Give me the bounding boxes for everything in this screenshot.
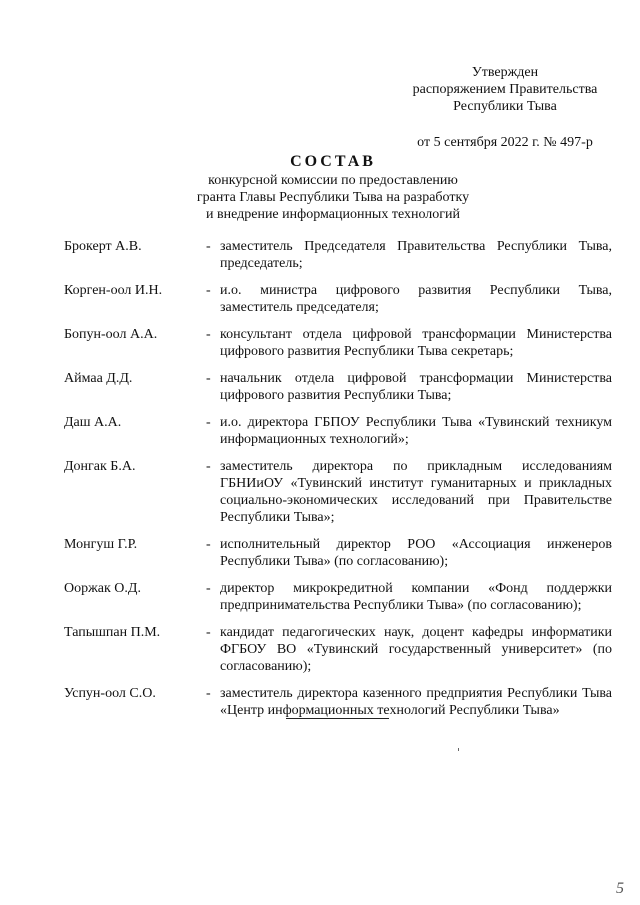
member-dash: -	[206, 459, 211, 474]
member-name: Брокерт А.В.	[64, 239, 142, 254]
member-role: заместитель директора по прикладным исследованиям ГБНИиОУ «Тувинский институт гуманитарных и прикладных социально-экономических исследований при Правительстве Республики Тыва»;	[220, 459, 612, 525]
member-name: Даш А.А.	[64, 415, 122, 430]
page-corner-mark: 5	[616, 880, 624, 897]
member-row	[64, 370, 612, 404]
member-role: исполнительный директор РОО «Ассоциация инженеров Республики Тыва» (по согласованию);	[220, 537, 612, 569]
member-role: консультант отдела цифровой трансформации Министерства цифрового развития Республики Тыва секретарь;	[220, 327, 612, 359]
member-dash: -	[206, 537, 211, 552]
member-dash: -	[206, 327, 211, 342]
member-name: Бопун-оол А.А.	[64, 327, 158, 342]
member-name: Корген-оол И.Н.	[64, 283, 163, 298]
approval-line-3: Республики Тыва	[453, 99, 557, 114]
member-dash: -	[206, 686, 211, 701]
member-row	[64, 282, 612, 316]
member-role: и.о. директора ГБПОУ Республики Тыва «Тувинский техникум информационных технологий»;	[220, 415, 612, 447]
member-row	[64, 326, 612, 360]
closing-divider	[286, 718, 389, 719]
member-dash: -	[206, 625, 211, 640]
member-role: директор микрокредитной компании «Фонд поддержки предпринимательства Республики Тыва» (по согласованию);	[220, 581, 612, 613]
member-dash: -	[206, 581, 211, 596]
member-row	[64, 238, 612, 272]
title-heading: СОСТАВ	[290, 153, 376, 170]
member-name: Донгак Б.А.	[64, 459, 136, 474]
member-row	[64, 414, 612, 448]
member-row	[64, 685, 612, 719]
member-name: Ооржак О.Д.	[64, 581, 141, 596]
approval-line-2: распоряжением Правительства	[412, 82, 598, 97]
document-title	[0, 152, 640, 223]
member-list	[64, 238, 612, 729]
member-row	[64, 458, 612, 526]
approval-date: от 5 сентября 2022 г. № 497-р	[417, 135, 593, 150]
member-name: Тапышпан П.М.	[64, 625, 161, 640]
member-row	[64, 580, 612, 614]
title-line-2: гранта Главы Республики Тыва на разработку	[196, 190, 470, 205]
member-row	[64, 624, 612, 675]
approval-line-1: Утвержден	[471, 65, 539, 80]
member-dash: -	[206, 371, 211, 386]
member-name: Аймаа Д.Д.	[64, 371, 133, 386]
title-line-3: и внедрение информационных технологий	[205, 207, 461, 222]
member-name: Монгуш Г.Р.	[64, 537, 138, 552]
member-dash: -	[206, 239, 211, 254]
member-dash: -	[206, 415, 211, 430]
member-row	[64, 536, 612, 570]
title-line-1: конкурсной комиссии по предоставлению	[208, 173, 458, 188]
member-role: начальник отдела цифровой трансформации Министерства цифрового развития Республики Тыва;	[220, 371, 612, 403]
scan-speck	[458, 748, 459, 751]
member-name: Успун-оол С.О.	[64, 686, 156, 701]
member-role: кандидат педагогических наук, доцент кафедры информатики ФГБОУ ВО «Тувинский государственный университет» (по согласованию);	[220, 625, 612, 674]
member-dash: -	[206, 283, 211, 298]
member-role: заместитель Председателя Правительства Республики Тыва, председатель;	[220, 239, 612, 271]
approval-block	[380, 64, 630, 151]
member-role: и.о. министра цифрового развития Республики Тыва, заместитель председателя;	[220, 283, 612, 315]
member-role: заместитель директора казенного предприятия Республики Тыва «Центр информационных технологий Республики Тыва»	[220, 686, 612, 718]
